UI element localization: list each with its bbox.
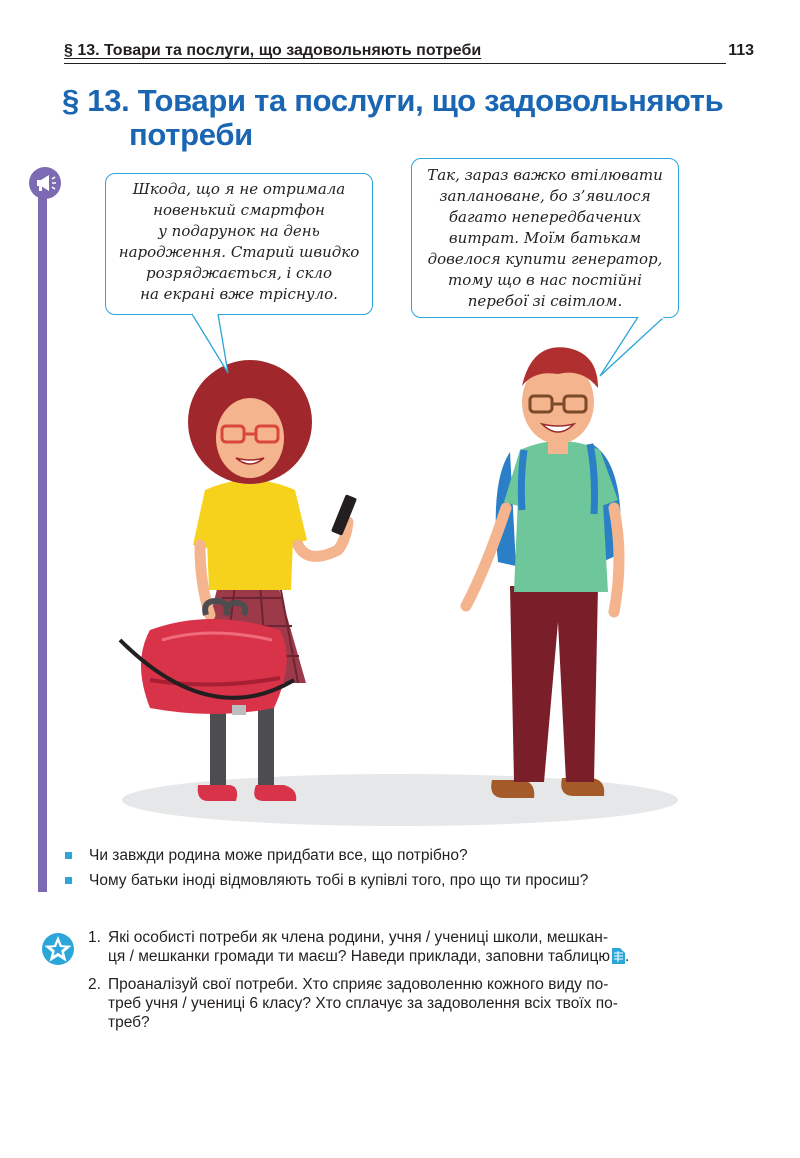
task-number: 2. xyxy=(88,976,101,993)
running-head-rule xyxy=(64,63,726,64)
task-item xyxy=(88,928,754,966)
task-item xyxy=(88,975,754,1032)
girl-speech-line: у подарунок на день xyxy=(158,222,320,240)
speech-bubble-girl xyxy=(105,173,373,315)
girl-speech-line: Шкода, що я не отримала xyxy=(132,180,346,198)
boy-speech-line: заплановане, бо з’явилося xyxy=(439,187,651,205)
speech-bubble-boy-tail xyxy=(598,316,668,378)
task-text-line: Проаналізуй свої потреби. Хто сприяє задоволенню кожного виду по- xyxy=(108,976,609,993)
boy-speech-line: перебої зі світлом. xyxy=(467,292,623,310)
task-text: ця / мешканки громади ти маєш? Наведи приклади, заповни таблицю xyxy=(108,948,610,965)
girl-speech-line: народження. Старий швидко xyxy=(118,243,360,261)
running-head-title: § 13. Товари та послуги, що задовольняють потреби xyxy=(64,42,482,59)
page-title-line-2: потреби xyxy=(129,117,253,152)
task-text-line-last xyxy=(108,947,754,966)
girl-speech-line: на екрані вже тріснуло. xyxy=(140,285,338,303)
page-title-line-1: § 13. Товари та послуги, що задовольняють xyxy=(62,83,724,118)
megaphone-icon xyxy=(29,167,61,199)
speech-bubble-boy xyxy=(411,158,679,318)
bullet-square-icon xyxy=(65,877,72,884)
rubric-side-bar xyxy=(38,190,47,892)
task-text-line: Які особисті потреби як члена родини, учня / учениці школи, мешкан- xyxy=(108,929,608,946)
boy-speech-line: довелося купити генератор, xyxy=(427,250,663,268)
task-number: 1. xyxy=(88,929,101,946)
discussion-questions xyxy=(64,843,754,893)
boy-speech-line: багато непередбачених xyxy=(448,208,642,226)
girl-speech-line: розряджається, і скло xyxy=(145,264,332,282)
star-icon xyxy=(40,931,76,967)
boy-speech-line: Так, зараз важко втілювати xyxy=(427,166,663,184)
task-list xyxy=(88,928,754,1041)
running-head xyxy=(64,40,754,66)
task-text-trailing: . xyxy=(624,948,630,965)
boy-figure xyxy=(466,347,621,798)
page-title xyxy=(62,84,762,152)
task-text-line: треб учня / учениці 6 класу? Хто сплачує за задоволення всіх твоїх по- xyxy=(108,995,618,1012)
students-illustration xyxy=(110,340,690,830)
girl-speech-line: новенький смартфон xyxy=(153,201,325,219)
page-number: 113 xyxy=(728,42,754,59)
task-text-line: треб? xyxy=(108,1014,150,1031)
question-item xyxy=(64,868,754,893)
girl-figure xyxy=(120,360,357,801)
bullet-square-icon xyxy=(65,852,72,859)
question-text: Чому батьки іноді відмовляють тобі в купівлі того, про що ти просиш? xyxy=(89,872,589,889)
question-text: Чи завжди родина може придбати все, що потрібно? xyxy=(89,847,468,864)
boy-speech-line: тому що в нас постійні xyxy=(448,271,642,289)
table-icon[interactable] xyxy=(612,948,625,964)
boy-speech-line: витрат. Моїм батькам xyxy=(448,229,642,247)
question-item xyxy=(64,843,754,868)
speech-bubble-girl-tail xyxy=(190,313,240,375)
